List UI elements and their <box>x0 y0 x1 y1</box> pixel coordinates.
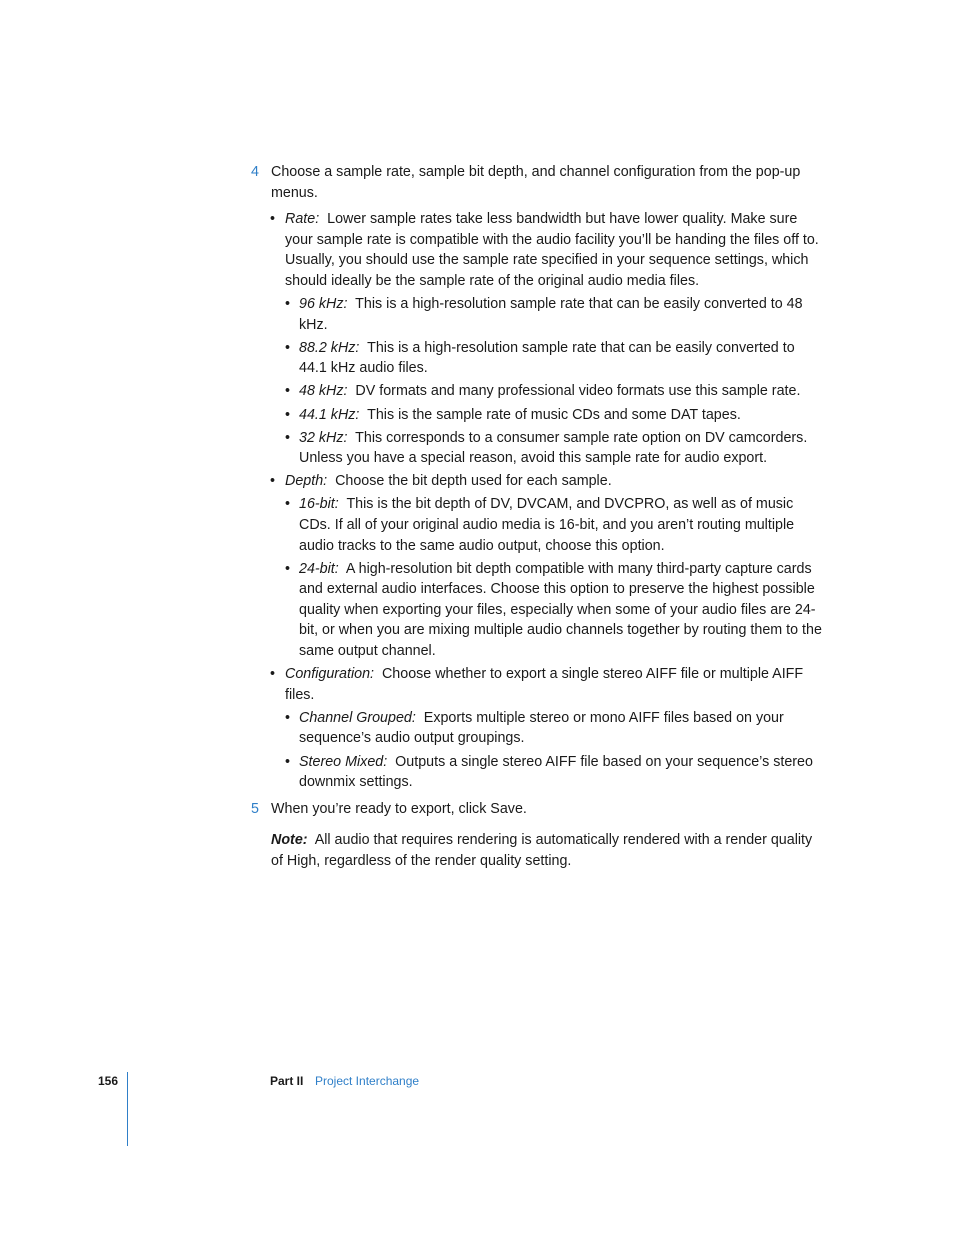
depth-item-text: This is the bit depth of DV, DVCAM, and DVCPRO, as well as of music CDs. If all of your original audio media is 16-bit, and you aren’t routing multiple audio tracks to the same audio output, choose this option. <box>299 496 795 554</box>
bullet-glyph: • <box>285 753 291 770</box>
bullet-glyph: • <box>285 406 291 423</box>
configuration-bullet <box>0 664 825 705</box>
depth-item-term: 24-bit: <box>299 560 339 577</box>
page-body <box>0 162 954 872</box>
depth-item <box>0 559 823 662</box>
rate-item-term: 96 kHz: <box>299 296 348 313</box>
step-5 <box>0 799 821 820</box>
depth-item-text: A high-resolution bit depth compatible with many third-party capture cards and external audio interfaces. Choose this option to preserve the highest possible quality when exporting your files, especially when some of your audio files are 24-bit, or when you are mixing multiple audio channels together by routing them to the same output channel. <box>299 560 822 660</box>
step-number: 5 <box>251 800 259 817</box>
rate-item <box>0 428 823 469</box>
rate-bullet <box>0 209 825 291</box>
rate-item <box>0 294 823 335</box>
rate-text: Lower sample rates take less bandwidth but have lower quality. Make sure your sample rate is compatible with the audio facility you’ll be handing the files off to. Usually, you should use the sample rate specified in your sequence settings, which should ideally be the sample rate of the original audio media files. <box>285 211 819 289</box>
bullet-glyph: • <box>270 473 276 490</box>
note-text: All audio that requires rendering is automatically rendered with a render quality of High, regardless of the render quality setting. <box>271 832 813 869</box>
step-4 <box>0 162 821 203</box>
configuration-item-text: Exports multiple stereo or mono AIFF files based on your sequence’s audio output groupings. <box>299 709 784 747</box>
configuration-item <box>0 752 823 793</box>
bullet-glyph: • <box>285 383 291 400</box>
bullet-glyph: • <box>285 339 291 356</box>
step-text: When you’re ready to export, click Save. <box>271 800 527 817</box>
rate-item-term: 48 kHz: <box>299 383 348 400</box>
rate-item-text: This is a high-resolution sample rate that can be easily converted to 48 kHz. <box>299 296 803 333</box>
footer-chapter-link[interactable]: Project Interchange <box>315 1074 420 1088</box>
bullet-glyph: • <box>285 709 291 726</box>
rate-item-term: 44.1 kHz: <box>299 406 360 423</box>
bullet-glyph: • <box>270 211 276 228</box>
rate-item <box>0 338 823 379</box>
page-number: 156 <box>98 1074 119 1088</box>
depth-item-term: 16-bit: <box>299 496 339 513</box>
note-label: Note: <box>271 832 308 849</box>
configuration-item-term: Stereo Mixed: <box>299 753 388 770</box>
rate-item-text: DV formats and many professional video formats use this sample rate. <box>355 383 801 400</box>
step-text: Choose a sample rate, sample bit depth, and channel configuration from the pop-up menus. <box>271 164 801 201</box>
rate-item-text: This is a high-resolution sample rate that can be easily converted to 44.1 kHz audio files. <box>299 339 795 377</box>
depth-bullet <box>0 471 825 492</box>
configuration-item-term: Channel Grouped: <box>299 709 416 726</box>
depth-term: Depth: <box>285 473 328 490</box>
rate-item <box>0 381 823 402</box>
rate-item-term: 88.2 kHz: <box>299 339 360 356</box>
bullet-glyph: • <box>285 496 291 513</box>
depth-text: Choose the bit depth used for each sample. <box>335 473 612 490</box>
bullet-glyph: • <box>270 666 276 683</box>
footer-part: Part II <box>270 1074 304 1088</box>
configuration-text: Choose whether to export a single stereo AIFF file or multiple AIFF files. <box>285 666 804 703</box>
configuration-term: Configuration: <box>285 666 375 683</box>
footer-divider <box>127 1072 128 1146</box>
step-number: 4 <box>251 164 259 180</box>
note <box>0 830 821 871</box>
rate-item-text: This is the sample rate of music CDs and some DAT tapes. <box>367 406 741 423</box>
rate-item <box>0 405 823 426</box>
bullet-glyph: • <box>285 429 291 446</box>
rate-item-text: This corresponds to a consumer sample rate option on DV camcorders. Unless you have a special reason, avoid this sample rate for audio export. <box>299 429 808 467</box>
depth-item <box>0 494 823 556</box>
configuration-item-text: Outputs a single stereo AIFF file based on your sequence’s stereo downmix settings. <box>299 753 813 791</box>
rate-term: Rate: <box>285 211 320 228</box>
bullet-glyph: • <box>285 296 291 313</box>
bullet-glyph: • <box>285 560 291 577</box>
configuration-item <box>0 708 823 749</box>
rate-item-term: 32 kHz: <box>299 429 348 446</box>
